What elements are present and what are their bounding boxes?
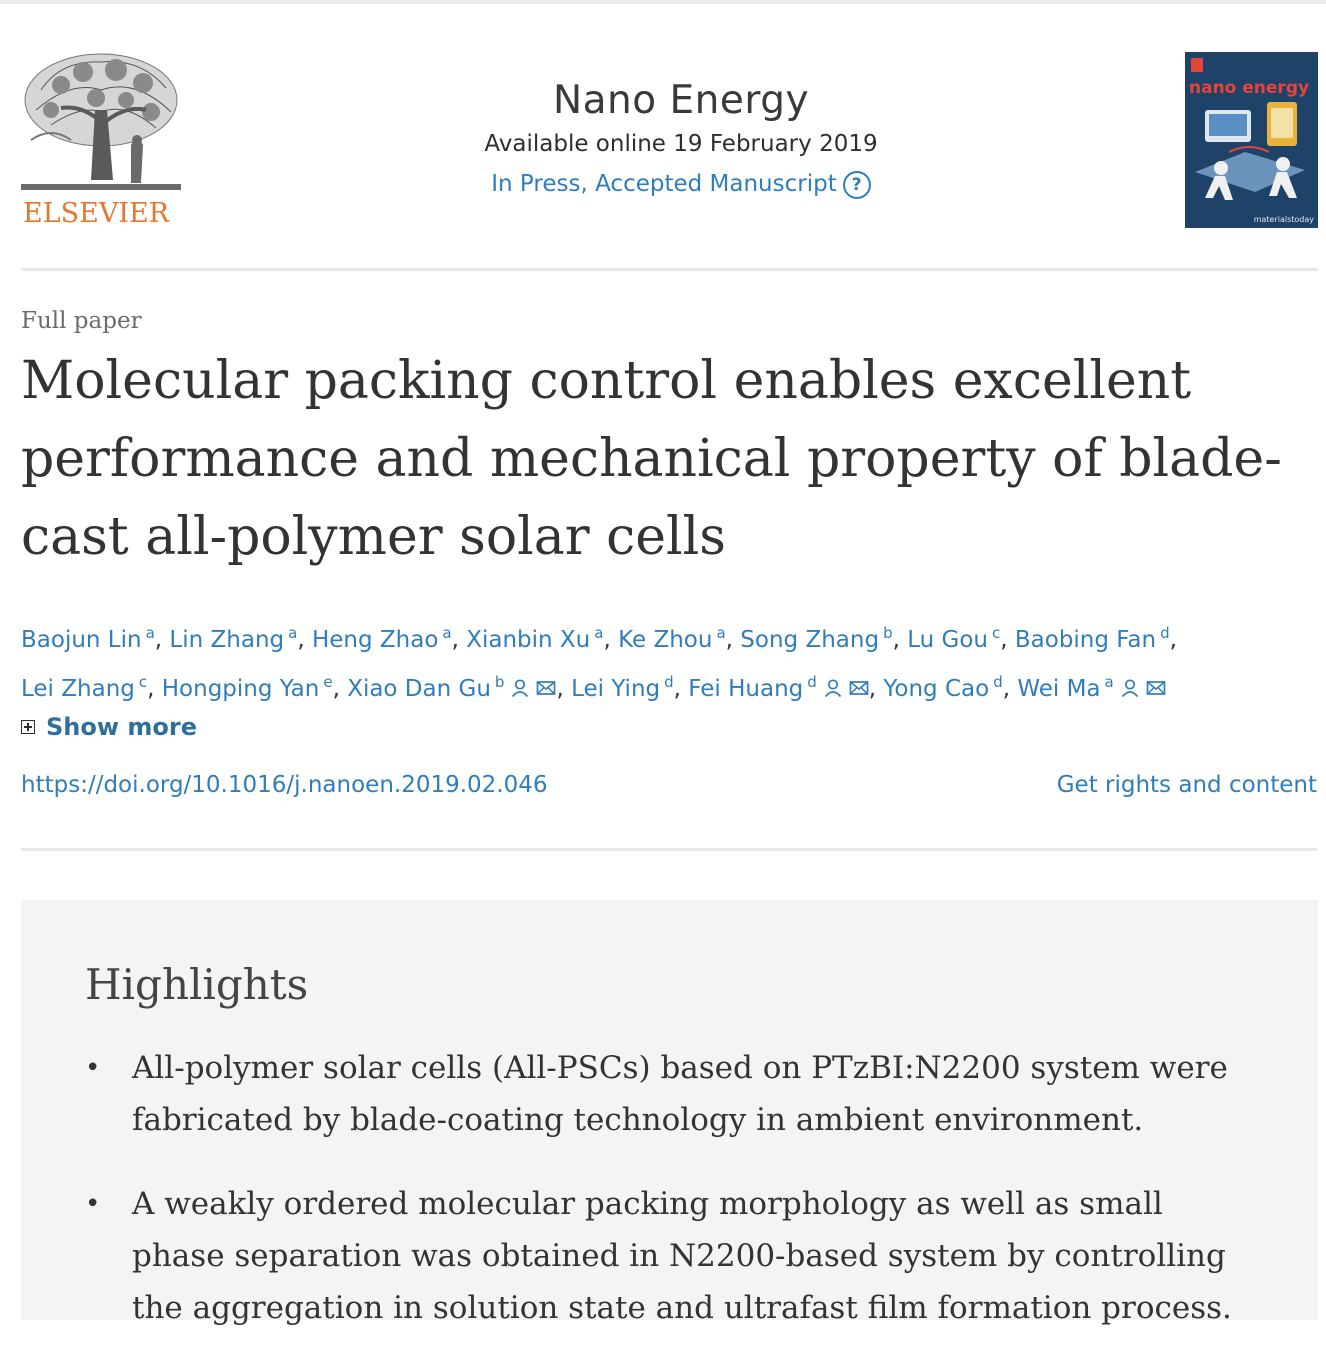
- author-separator: ,: [603, 627, 619, 653]
- author-link[interactable]: [571, 673, 674, 702]
- author-separator: ,: [154, 627, 170, 653]
- author-name[interactable]: Wei Ma: [1017, 676, 1101, 702]
- highlights-list: [85, 1042, 1255, 1366]
- affiliation-marker[interactable]: d: [993, 673, 1003, 691]
- top-border: [0, 0, 1326, 4]
- highlight-item: [85, 1178, 1255, 1334]
- author-list: [21, 612, 1311, 710]
- journal-title[interactable]: Nano Energy: [552, 78, 810, 123]
- highlight-item: [85, 1042, 1255, 1146]
- author-link[interactable]: [1014, 624, 1170, 653]
- article-title: Molecular packing control enables excellent performance and mechanical property of blade-cast all-polymer solar cells: [21, 351, 1282, 567]
- author-separator: ,: [1000, 627, 1015, 653]
- bullet-icon: •: [85, 1053, 101, 1083]
- highlights-panel: [21, 900, 1318, 1326]
- author-name[interactable]: Ke Zhou: [618, 627, 713, 653]
- affiliation-marker[interactable]: d: [1160, 624, 1170, 642]
- affiliation-marker[interactable]: e: [323, 673, 333, 691]
- author-name[interactable]: Lei Ying: [571, 676, 661, 702]
- author-separator: ,: [892, 627, 908, 653]
- author-separator: ,: [725, 627, 741, 653]
- person-icon[interactable]: [823, 670, 843, 690]
- journal-cover[interactable]: [1185, 52, 1318, 228]
- highlight-text: All-polymer solar cells (All-PSCs) based on PTzBI:N2200 system were fabricated by blade-coating technology in ambient environment.: [132, 1050, 1228, 1138]
- author-name[interactable]: Song Zhang: [740, 627, 880, 653]
- author-separator: ,: [451, 627, 467, 653]
- affiliation-marker[interactable]: c: [992, 624, 1001, 642]
- affiliation-marker[interactable]: c: [138, 673, 148, 691]
- affiliation-marker[interactable]: b: [883, 624, 893, 642]
- author-separator: ,: [868, 676, 884, 702]
- show-more-button[interactable]: [21, 710, 197, 744]
- author-link[interactable]: [21, 673, 148, 702]
- article-header: [21, 50, 1318, 230]
- author-name[interactable]: Lin Zhang: [169, 627, 285, 653]
- author-link[interactable]: [161, 673, 333, 702]
- person-icon[interactable]: [1120, 670, 1140, 690]
- cover-footer: materialstoday: [1253, 215, 1314, 224]
- author-link[interactable]: [466, 624, 604, 653]
- bullet-icon: •: [85, 1189, 101, 1219]
- author-separator: ,: [1002, 676, 1018, 702]
- author-link[interactable]: [1017, 673, 1165, 702]
- article-divider: [21, 848, 1318, 851]
- author-name[interactable]: Lu Gou: [907, 627, 988, 653]
- tree-icon: [21, 50, 181, 195]
- affiliation-marker[interactable]: a: [716, 624, 726, 642]
- author-link[interactable]: [618, 624, 726, 653]
- person-icon[interactable]: [510, 670, 530, 690]
- affiliation-marker[interactable]: d: [664, 673, 674, 691]
- affiliation-marker[interactable]: a: [288, 624, 298, 642]
- show-more-label[interactable]: Show more: [46, 713, 197, 741]
- doi-link[interactable]: https://doi.org/10.1016/j.nanoen.2019.02.046: [21, 772, 548, 798]
- author-separator: ,: [556, 676, 572, 702]
- highlights-title: Highlights: [85, 960, 309, 1009]
- cover-title: nano energy: [1189, 78, 1310, 98]
- author-link[interactable]: [311, 624, 452, 653]
- author-name[interactable]: Yong Cao: [883, 676, 990, 702]
- affiliation-marker[interactable]: a: [145, 624, 155, 642]
- affiliation-marker[interactable]: d: [807, 673, 817, 691]
- author-link[interactable]: [347, 673, 556, 702]
- affiliation-marker[interactable]: b: [494, 673, 505, 691]
- rights-link[interactable]: Get rights and content: [1056, 772, 1317, 798]
- author-name[interactable]: Xiao Dan Gu: [347, 676, 491, 702]
- manuscript-status-label[interactable]: In Press, Accepted Manuscript: [491, 171, 837, 197]
- plus-box-icon[interactable]: [21, 720, 35, 734]
- author-separator: ,: [297, 627, 312, 653]
- affiliation-marker[interactable]: a: [594, 624, 604, 642]
- author-separator: ,: [147, 676, 162, 702]
- envelope-icon[interactable]: [1146, 670, 1166, 690]
- affiliation-marker[interactable]: a: [442, 624, 452, 642]
- author-name[interactable]: Lei Zhang: [21, 676, 135, 702]
- author-link[interactable]: [883, 673, 1003, 702]
- author-link[interactable]: [688, 673, 869, 702]
- envelope-icon[interactable]: [536, 670, 556, 690]
- envelope-icon[interactable]: [849, 670, 869, 690]
- author-name[interactable]: Hongping Yan: [161, 676, 320, 702]
- manuscript-status[interactable]: [321, 168, 1041, 200]
- author-name[interactable]: Fei Huang: [688, 676, 804, 702]
- author-separator: ,: [1169, 627, 1177, 653]
- author-name[interactable]: Xianbin Xu: [466, 627, 591, 653]
- highlight-text: A weakly ordered molecular packing morphology as well as small phase separation was obtained in N2200-based system by controlling the aggregation in solution state and ultrafast film formation process.: [132, 1186, 1232, 1326]
- author-separator: ,: [673, 676, 689, 702]
- author-link[interactable]: [740, 624, 893, 653]
- help-icon[interactable]: ?: [843, 171, 871, 199]
- author-name[interactable]: Heng Zhao: [311, 627, 439, 653]
- author-name[interactable]: Baobing Fan: [1014, 627, 1157, 653]
- availability-date: Available online 19 February 2019: [484, 131, 878, 157]
- journal-info: [321, 76, 1041, 200]
- affiliation-marker[interactable]: a: [1104, 673, 1114, 691]
- author-link[interactable]: [907, 624, 1001, 653]
- author-separator: ,: [332, 676, 348, 702]
- elsevier-wordmark: ELSEVIER: [23, 198, 170, 229]
- elsevier-logo[interactable]: [21, 50, 181, 230]
- header-divider: [21, 268, 1318, 271]
- author-link[interactable]: [21, 624, 155, 653]
- article-type: Full paper: [21, 308, 142, 334]
- author-link[interactable]: [169, 624, 298, 653]
- author-name[interactable]: Baojun Lin: [21, 627, 142, 653]
